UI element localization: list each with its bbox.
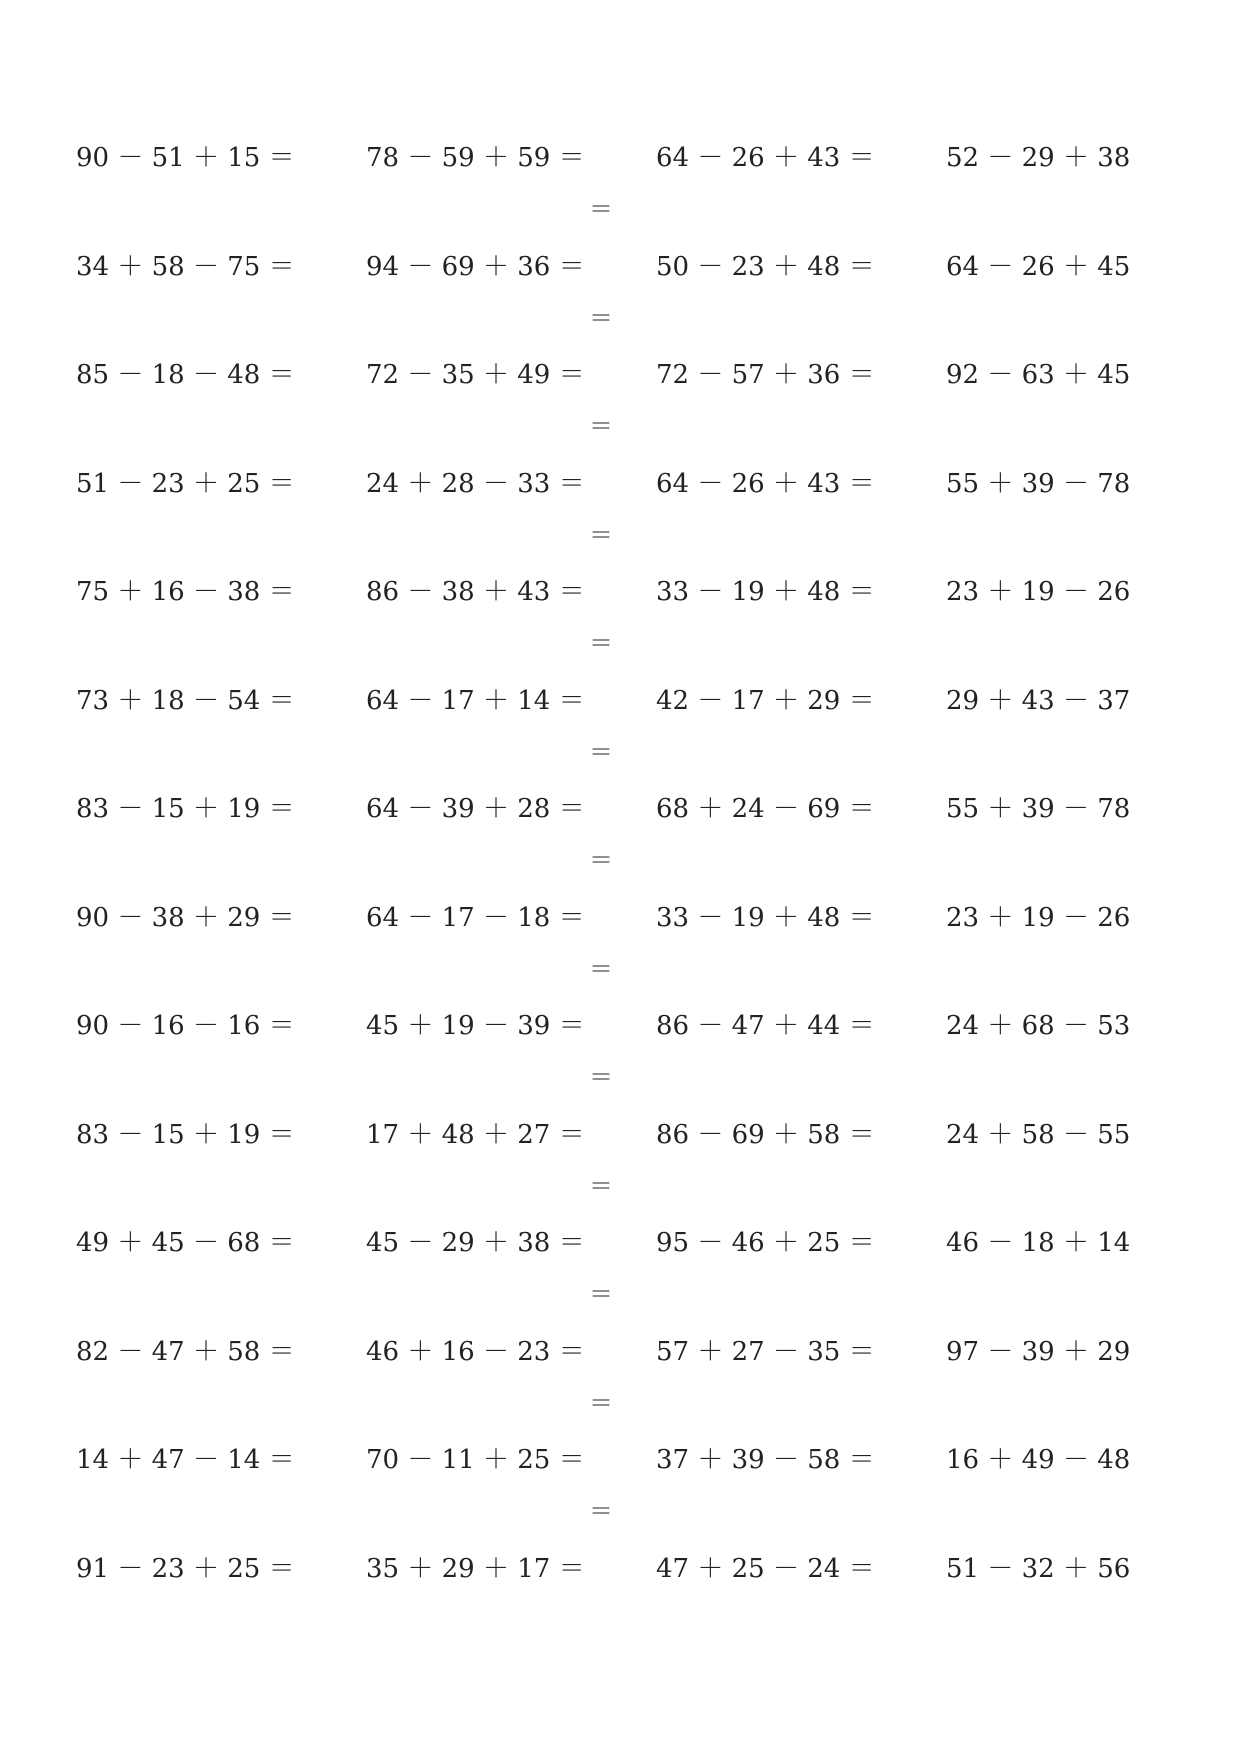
- problem-row: [0, 789, 1241, 829]
- math-problem: 35 ＋ 29 ＋ 17 ＝: [366, 1554, 585, 1584]
- math-problem: 42 － 17 ＋ 29 ＝: [656, 686, 875, 716]
- problem-row: [0, 1440, 1241, 1480]
- problem-row: [0, 247, 1241, 287]
- math-problem: 16 ＋ 49 － 48: [946, 1445, 1131, 1475]
- problem-row: [0, 1115, 1241, 1155]
- problem-row: [0, 681, 1241, 721]
- math-problem: 17 ＋ 48 ＋ 27 ＝: [366, 1120, 585, 1150]
- math-problem: 51 － 23 ＋ 25 ＝: [76, 469, 295, 499]
- math-problem: 75 ＋ 16 － 38 ＝: [76, 577, 295, 607]
- math-problem: 72 － 35 ＋ 49 ＝: [366, 360, 585, 390]
- math-problem: 83 － 15 ＋ 19 ＝: [76, 794, 295, 824]
- math-problem: 33 － 19 ＋ 48 ＝: [656, 903, 875, 933]
- math-problem: 86 － 38 ＋ 43 ＝: [366, 577, 585, 607]
- wrapped-equals-sign: ＝: [589, 195, 613, 223]
- math-problem: 45 ＋ 19 － 39 ＝: [366, 1011, 585, 1041]
- math-problem: 82 － 47 ＋ 58 ＝: [76, 1337, 295, 1367]
- math-problem: 64 － 39 ＋ 28 ＝: [366, 794, 585, 824]
- math-problem: 86 － 69 ＋ 58 ＝: [656, 1120, 875, 1150]
- math-problem: 46 － 18 ＋ 14: [946, 1228, 1131, 1258]
- math-problem: 72 － 57 ＋ 36 ＝: [656, 360, 875, 390]
- wrapped-equals-sign: ＝: [589, 846, 613, 874]
- math-problem: 49 ＋ 45 － 68 ＝: [76, 1228, 295, 1258]
- wrapped-equals-sign: ＝: [589, 521, 613, 549]
- wrapped-equals-sign: ＝: [589, 1172, 613, 1200]
- math-problem: 97 － 39 ＋ 29: [946, 1337, 1131, 1367]
- math-problem: 46 ＋ 16 － 23 ＝: [366, 1337, 585, 1367]
- math-problem: 90 － 38 ＋ 29 ＝: [76, 903, 295, 933]
- math-problem: 24 ＋ 28 － 33 ＝: [366, 469, 585, 499]
- math-problem: 50 － 23 ＋ 48 ＝: [656, 252, 875, 282]
- wrapped-equals-sign: ＝: [589, 1389, 613, 1417]
- math-problem: 68 ＋ 24 － 69 ＝: [656, 794, 875, 824]
- math-problem: 24 ＋ 58 － 55: [946, 1120, 1131, 1150]
- math-problem: 90 － 51 ＋ 15 ＝: [76, 143, 295, 173]
- math-problem: 55 ＋ 39 － 78: [946, 794, 1131, 824]
- math-problem: 64 － 17 － 18 ＝: [366, 903, 585, 933]
- problem-row: [0, 898, 1241, 938]
- problem-row: [0, 355, 1241, 395]
- math-problem: 64 － 26 ＋ 43 ＝: [656, 469, 875, 499]
- problem-row: [0, 1332, 1241, 1372]
- math-problem: 95 － 46 ＋ 25 ＝: [656, 1228, 875, 1258]
- problem-row: [0, 572, 1241, 612]
- problem-row: [0, 138, 1241, 178]
- math-problem: 64 － 26 ＋ 43 ＝: [656, 143, 875, 173]
- math-problem: 92 － 63 ＋ 45: [946, 360, 1131, 390]
- math-problem: 85 － 18 － 48 ＝: [76, 360, 295, 390]
- wrapped-equals-sign: ＝: [589, 1280, 613, 1308]
- math-problem: 86 － 47 ＋ 44 ＝: [656, 1011, 875, 1041]
- math-problem: 47 ＋ 25 － 24 ＝: [656, 1554, 875, 1584]
- math-problem: 52 － 29 ＋ 38: [946, 143, 1131, 173]
- math-problem: 37 ＋ 39 － 58 ＝: [656, 1445, 875, 1475]
- math-problem: 94 － 69 ＋ 36 ＝: [366, 252, 585, 282]
- wrapped-equals-sign: ＝: [589, 955, 613, 983]
- math-problem: 23 ＋ 19 － 26: [946, 903, 1131, 933]
- wrapped-equals-sign: ＝: [589, 1063, 613, 1091]
- problem-row: [0, 1006, 1241, 1046]
- math-problem: 91 － 23 ＋ 25 ＝: [76, 1554, 295, 1584]
- math-problem: 57 ＋ 27 － 35 ＝: [656, 1337, 875, 1367]
- math-problem: 83 － 15 ＋ 19 ＝: [76, 1120, 295, 1150]
- math-problem: 70 － 11 ＋ 25 ＝: [366, 1445, 585, 1475]
- math-problem: 90 － 16 － 16 ＝: [76, 1011, 295, 1041]
- math-problem: 55 ＋ 39 － 78: [946, 469, 1131, 499]
- wrapped-equals-sign: ＝: [589, 1497, 613, 1525]
- problem-row: [0, 464, 1241, 504]
- problem-row: [0, 1223, 1241, 1263]
- math-problem: 34 ＋ 58 － 75 ＝: [76, 252, 295, 282]
- wrapped-equals-sign: ＝: [589, 304, 613, 332]
- math-problem: 51 － 32 ＋ 56: [946, 1554, 1131, 1584]
- math-problem: 64 － 17 ＋ 14 ＝: [366, 686, 585, 716]
- wrapped-equals-sign: ＝: [589, 412, 613, 440]
- math-problem: 23 ＋ 19 － 26: [946, 577, 1131, 607]
- math-problem: 64 － 26 ＋ 45: [946, 252, 1131, 282]
- math-problem: 45 － 29 ＋ 38 ＝: [366, 1228, 585, 1258]
- math-problem: 78 － 59 ＋ 59 ＝: [366, 143, 585, 173]
- math-problem: 33 － 19 ＋ 48 ＝: [656, 577, 875, 607]
- math-problem: 14 ＋ 47 － 14 ＝: [76, 1445, 295, 1475]
- math-problem: 29 ＋ 43 － 37: [946, 686, 1131, 716]
- problem-row: [0, 1549, 1241, 1589]
- math-problem: 24 ＋ 68 － 53: [946, 1011, 1131, 1041]
- wrapped-equals-sign: ＝: [589, 738, 613, 766]
- math-problem: 73 ＋ 18 － 54 ＝: [76, 686, 295, 716]
- wrapped-equals-sign: ＝: [589, 629, 613, 657]
